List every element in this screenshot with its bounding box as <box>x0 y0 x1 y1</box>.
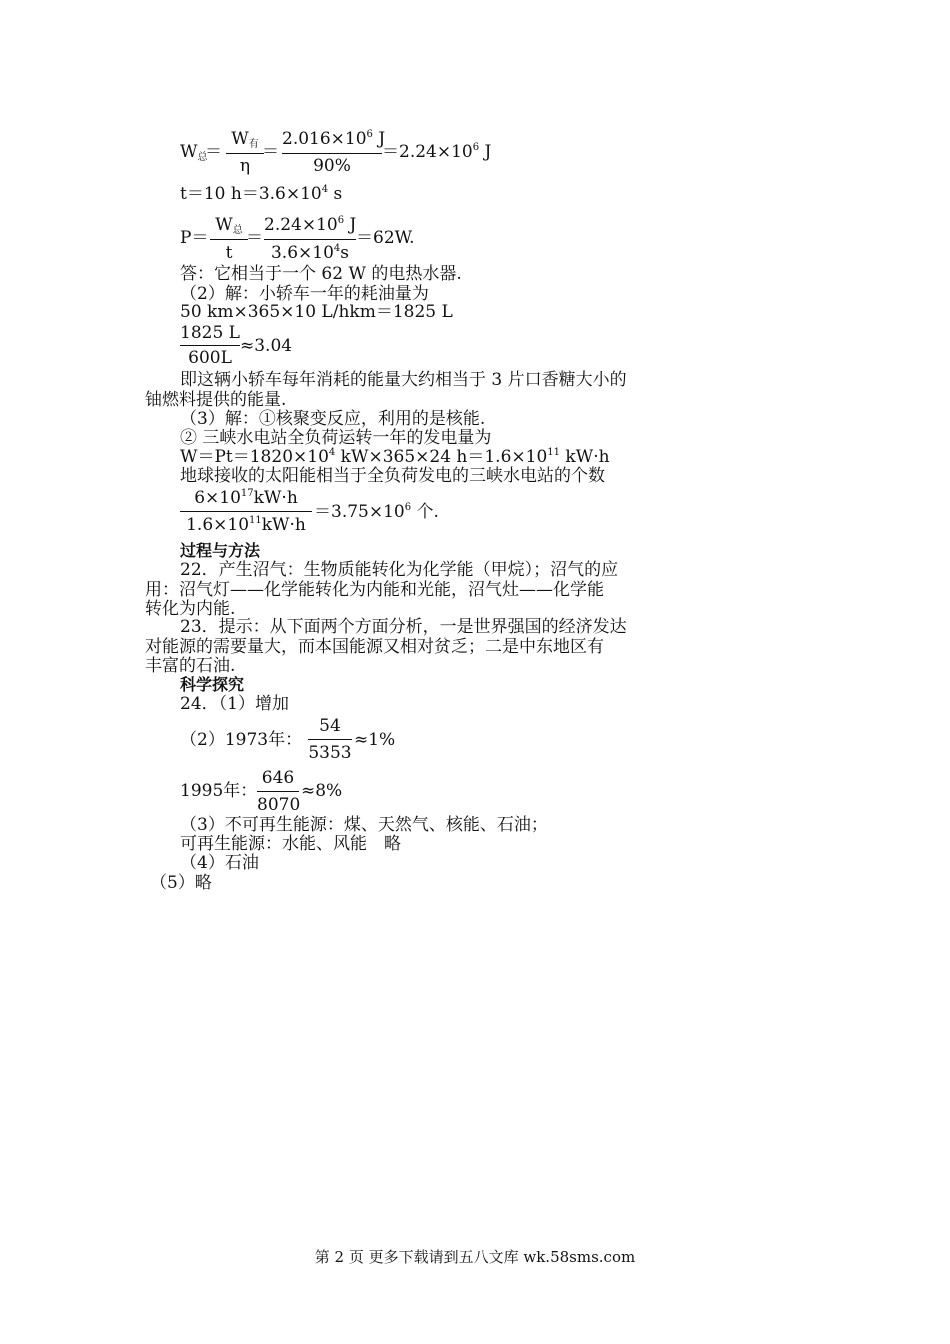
eq-text: W＝Pt＝1820×10 <box>180 447 329 467</box>
exponent: 6 <box>366 129 373 140</box>
exponent: 4 <box>333 243 341 254</box>
solution-text: 50 km×365×10 L/hkm＝1825 L <box>180 302 453 322</box>
unit: kW·h <box>261 515 306 535</box>
fraction-numerator: W <box>231 129 249 149</box>
answer-text: 丰富的石油. <box>145 656 236 676</box>
unit: kW·h <box>560 447 610 467</box>
fraction-bar <box>180 345 240 346</box>
solution-text: ② 三峡水电站全负荷运转一年的发电量为 <box>180 428 492 448</box>
exponent: 6 <box>472 142 480 153</box>
section-heading: 过程与方法 <box>180 541 261 560</box>
result: ＝2.24×10 <box>382 142 473 162</box>
eq-text: t＝10 h＝3.6×10 <box>180 184 322 204</box>
exponent: 6 <box>337 215 345 226</box>
result: ＝62W. <box>356 228 415 248</box>
fraction-bar <box>257 791 299 792</box>
equation-time <box>180 184 342 204</box>
fraction-denominator: 5353 <box>308 743 352 763</box>
fraction-numerator: 2.016×10 <box>282 129 367 149</box>
exponent: 11 <box>249 515 262 526</box>
result: ≈8% <box>301 781 343 801</box>
answer-label: （2）1973年： <box>180 730 303 750</box>
answer-text: （3）不可再生能源：煤、天然气、核能、石油； <box>180 815 548 835</box>
answer-label: 1995年： <box>180 781 258 801</box>
fraction-denominator: 8070 <box>257 795 301 815</box>
unit: 个. <box>411 502 439 522</box>
page-footer: 第 2 页 更多下载请到五八文库 wk.58sms.com <box>314 1248 636 1266</box>
exponent: 4 <box>328 447 336 458</box>
answer-text: 对能源的需要量大，而本国能源又相对贫乏；二是中东地区有 <box>145 637 604 657</box>
fraction-numerator: 54 <box>319 716 341 736</box>
fraction-denominator: η <box>239 156 251 176</box>
fraction-numerator: 2.24×10 <box>264 215 338 235</box>
eq-sign: ＝ <box>205 142 222 162</box>
unit: kW·h <box>253 488 298 508</box>
fraction-bar <box>226 153 264 154</box>
exponent: 4 <box>321 184 329 195</box>
unit: s <box>340 243 350 263</box>
fraction-denominator: 1.6×10 <box>186 515 250 535</box>
unit: J <box>372 129 386 149</box>
eq-sign: ＝ <box>246 228 263 248</box>
fraction-bar <box>308 739 352 740</box>
result: ≈3.04 <box>240 336 293 356</box>
answer-text: 24．（1）增加 <box>180 694 289 714</box>
fraction-numerator: 646 <box>261 768 295 788</box>
solution-text: 即这辆小轿车每年消耗的能量大约相当于 3 片口香糖大小的 <box>180 370 627 390</box>
answer-text: 转化为内能. <box>145 599 236 619</box>
solution-text: 铀燃料提供的能量. <box>145 390 287 410</box>
fraction-denominator: t <box>225 243 233 263</box>
section-heading: 科学探究 <box>180 675 245 694</box>
result: ＝3.75×10 <box>314 502 405 522</box>
exponent: 17 <box>240 488 254 499</box>
eq-subscript: 有 <box>248 139 259 150</box>
answer-text: 答：它相当于一个 62 W 的电热水器. <box>180 264 462 284</box>
answer-text: （4）石油 <box>180 853 259 873</box>
solution-text: （3）解：①核聚变反应，利用的是核能. <box>180 409 486 429</box>
fraction-bar <box>180 511 312 512</box>
exponent: 6 <box>404 502 412 513</box>
answer-text: （5）略 <box>150 873 212 893</box>
fraction-numerator: 6×10 <box>194 488 241 508</box>
unit: J <box>344 215 357 235</box>
solution-text: 地球接收的太阳能相当于全负荷发电的三峡水电站的个数 <box>180 466 605 486</box>
eq-symbol: W <box>180 142 198 162</box>
answer-text: 23．提示：从下面两个方面分析，一是世界强国的经济发达 <box>180 617 627 637</box>
solution-text: （2）解：小轿车一年的耗油量为 <box>180 284 429 304</box>
unit: s <box>328 184 343 204</box>
fraction-denominator: 3.6×10 <box>270 243 334 263</box>
fraction-numerator: W <box>215 215 233 235</box>
unit: J <box>479 142 492 162</box>
answer-text: 22．产生沼气：生物质能转化为化学能（甲烷）；沼气的应 <box>180 560 619 580</box>
eq-sign: ＝ <box>262 142 279 162</box>
fraction-denominator: 600L <box>188 348 232 368</box>
eq-text: kW×365×24 h＝1.6×10 <box>335 447 548 467</box>
answer-text: 用：沼气灯——化学能转化为内能和光能，沼气灶——化学能 <box>145 580 604 600</box>
eq-subscript: 总 <box>232 225 243 236</box>
exponent: 11 <box>547 447 561 458</box>
equation-hydro-output <box>180 447 610 467</box>
fraction-denominator: 90% <box>313 156 351 176</box>
fraction-bar <box>210 239 248 240</box>
fraction-bar <box>282 153 382 154</box>
eq-symbol: P＝ <box>180 228 209 248</box>
eq-subscript: 总 <box>197 152 208 163</box>
fraction-numerator: 1825 L <box>180 323 240 343</box>
fraction-bar <box>264 239 356 240</box>
result: ≈1% <box>354 730 396 750</box>
answer-text: 可再生能源：水能、风能 略 <box>180 834 401 854</box>
